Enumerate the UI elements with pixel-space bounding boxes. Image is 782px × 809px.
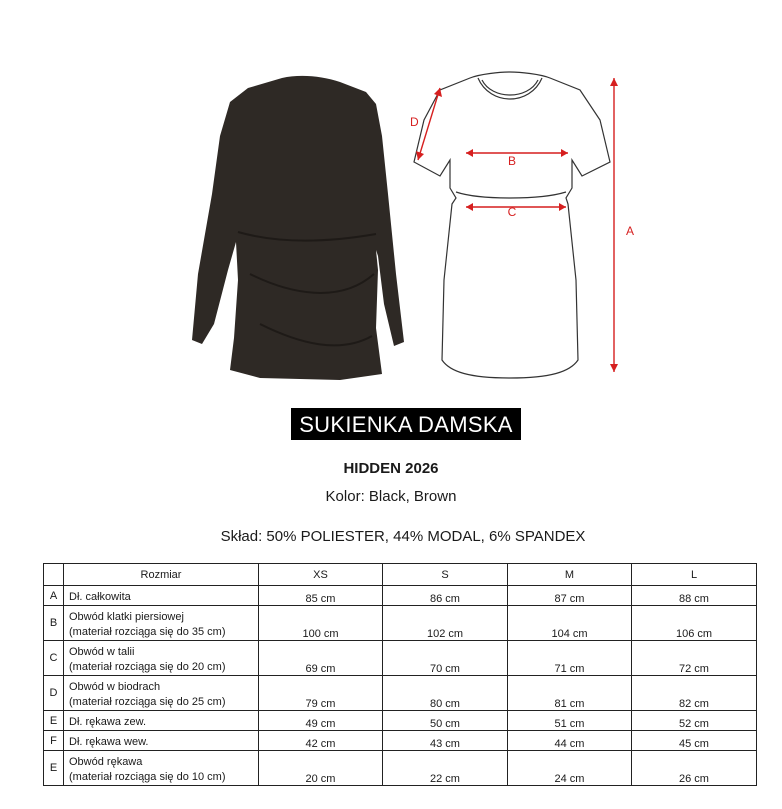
row-label-main: Obwód rękawa (69, 756, 143, 768)
technical-drawing (400, 60, 650, 390)
value-l: 72 cm (632, 641, 757, 676)
value-s: 43 cm (383, 731, 508, 751)
value-xs: 100 cm (259, 606, 383, 641)
row-label (64, 641, 259, 676)
row-letter: A (44, 586, 64, 606)
value-s: 22 cm (383, 751, 508, 786)
table-row (44, 711, 757, 731)
header-size-s: S (383, 564, 508, 586)
product-model: HIDDEN 2026 (343, 460, 439, 477)
row-label-note: (materiał rozciąga się do 25 cm) (69, 696, 226, 708)
header-label-cell: Rozmiar (64, 564, 259, 586)
header-size-l: L (632, 564, 757, 586)
row-label (64, 676, 259, 711)
value-l: 82 cm (632, 676, 757, 711)
table-row (44, 641, 757, 676)
row-letter: B (44, 606, 64, 641)
value-xs: 79 cm (259, 676, 383, 711)
row-label-main: Dł. całkowita (69, 591, 131, 603)
value-m: 81 cm (508, 676, 632, 711)
row-label-note: (materiał rozciąga się do 10 cm) (69, 771, 226, 783)
table-row (44, 751, 757, 786)
row-letter: D (44, 676, 64, 711)
label-d: D (410, 115, 419, 129)
label-b: B (507, 154, 517, 168)
value-l: 88 cm (632, 586, 757, 606)
value-l: 26 cm (632, 751, 757, 786)
row-label-main: Obwód w talii (69, 646, 135, 658)
label-c: C (507, 205, 517, 219)
value-s: 70 cm (383, 641, 508, 676)
row-label (64, 711, 259, 731)
dress-photo (190, 74, 412, 384)
header-size-xs: XS (259, 564, 383, 586)
dress-body (192, 76, 404, 380)
table-row (44, 586, 757, 606)
row-letter: E (44, 751, 64, 786)
value-m: 44 cm (508, 731, 632, 751)
row-letter: C (44, 641, 64, 676)
row-label (64, 586, 259, 606)
value-xs: 49 cm (259, 711, 383, 731)
value-m: 87 cm (508, 586, 632, 606)
product-composition: Skład: 50% POLIESTER, 44% MODAL, 6% SPANDEX (220, 528, 586, 545)
value-m: 104 cm (508, 606, 632, 641)
row-label (64, 606, 259, 641)
value-xs: 20 cm (259, 751, 383, 786)
row-label-note: (materiał rozciąga się do 20 cm) (69, 661, 226, 673)
row-label (64, 751, 259, 786)
value-xs: 69 cm (259, 641, 383, 676)
row-label-main: Obwód klatki piersiowej (69, 611, 184, 623)
dress-outline (414, 72, 610, 378)
row-letter: F (44, 731, 64, 751)
label-a: A (626, 224, 635, 238)
row-label-main: Dł. rękawa zew. (69, 716, 147, 728)
row-letter: E (44, 711, 64, 731)
value-xs: 42 cm (259, 731, 383, 751)
row-label (64, 731, 259, 751)
value-l: 52 cm (632, 711, 757, 731)
value-m: 51 cm (508, 711, 632, 731)
size-table (43, 563, 757, 786)
value-m: 71 cm (508, 641, 632, 676)
row-label-main: Dł. rękawa wew. (69, 736, 149, 748)
value-s: 80 cm (383, 676, 508, 711)
value-s: 86 cm (383, 586, 508, 606)
value-s: 50 cm (383, 711, 508, 731)
table-row (44, 606, 757, 641)
value-m: 24 cm (508, 751, 632, 786)
table-header-row (44, 564, 757, 586)
value-s: 102 cm (383, 606, 508, 641)
value-l: 106 cm (632, 606, 757, 641)
table-row (44, 731, 757, 751)
row-label-note: (materiał rozciąga się do 35 cm) (69, 626, 226, 638)
product-title: SUKIENKA DAMSKA (291, 408, 521, 440)
header-size-m: M (508, 564, 632, 586)
table-row (44, 676, 757, 711)
product-color: Kolor: Black, Brown (325, 488, 457, 505)
value-l: 45 cm (632, 731, 757, 751)
value-xs: 85 cm (259, 586, 383, 606)
header-letter-cell (44, 564, 64, 586)
row-label-main: Obwód w biodrach (69, 681, 161, 693)
